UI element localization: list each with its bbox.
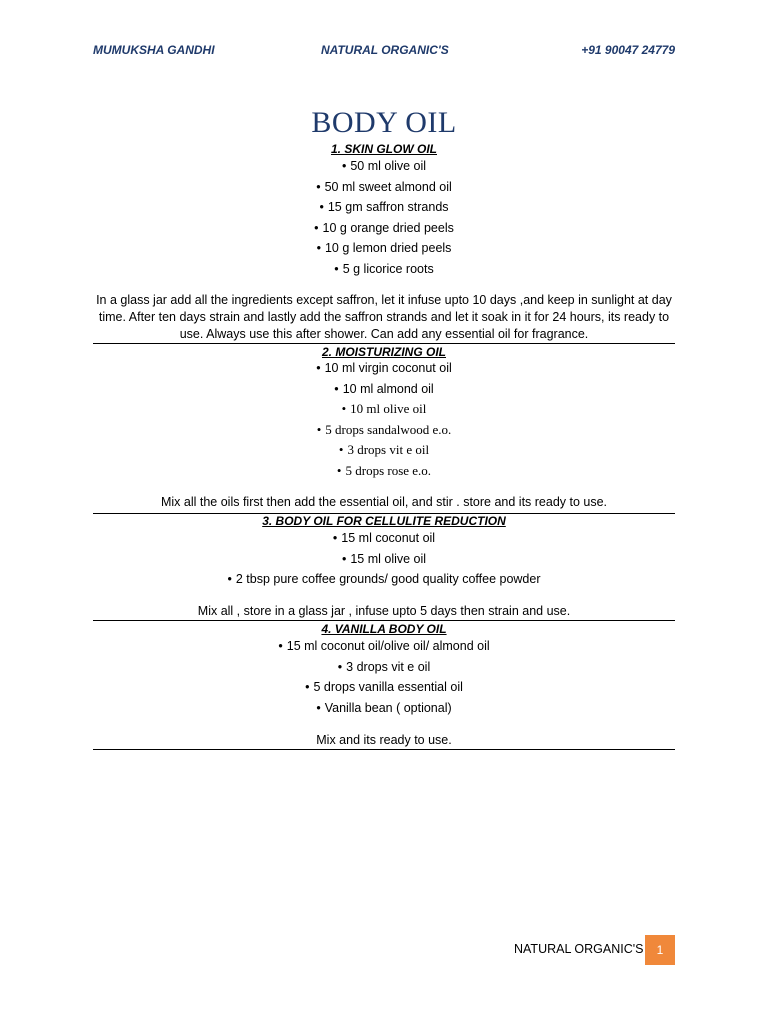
list-item: • 5 drops rose e.o. [336,462,432,478]
list-item: • 15 ml coconut oil/olive oil/ almond oil [278,639,490,653]
list-item: • 5 drops vanilla essential oil [305,680,463,694]
header-phone: +91 90047 24779 [581,43,675,57]
divider [93,620,675,621]
list-item: • 5 drops sandalwood e.o. [316,421,452,437]
ingredient-list [0,528,768,590]
ingredient-list [0,358,768,481]
list-item: • 10 g lemon dried peels [316,241,452,255]
list-item: • 2 tbsp pure coffee grounds/ good quality coffee powder [227,572,541,586]
recipe-instructions: Mix all the oils first then add the essential oil, and stir . store and its ready to use. [160,495,608,509]
list-item: • Vanilla bean ( optional) [316,700,452,715]
recipe-title: 3. BODY OIL FOR CELLULITE REDUCTION [262,514,506,528]
recipe-instructions: In a glass jar add all the ingredients except saffron, let it infuse upto 10 days ,and keep in sunlight at day time. After ten days strain and lastly add the saffron strands and let it soak in it for 24 hours, its ready to use. Always use this after shower. Can add any essential oil for fragrance. [96,293,672,341]
list-item: • 3 drops vit e oil [338,442,430,457]
footer-brand: NATURAL ORGANIC'S [514,942,644,956]
ingredient-list [0,156,768,279]
divider [93,749,675,750]
list-item: • 5 g licorice roots [334,261,434,276]
recipe-title: 2. MOISTURIZING OIL [321,345,446,359]
page-header [93,43,675,59]
list-item: • 15 ml coconut oil [332,531,436,545]
ingredient-list [0,636,768,718]
recipe-title: 1. SKIN GLOW OIL [330,142,437,156]
list-item: • 50 ml sweet almond oil [316,179,452,194]
recipe-instructions: Mix all , store in a glass jar , infuse upto 5 days then strain and use. [197,604,571,618]
list-item: • 50 ml olive oil [341,159,427,173]
recipe-instructions: Mix and its ready to use. [316,733,452,747]
list-item: • 10 ml virgin coconut oil [316,361,452,375]
recipe-title: 4. VANILLA BODY OIL [321,622,447,636]
page-title: BODY OIL [311,106,457,139]
header-author: MUMUKSHA GANDHI [93,43,215,57]
list-item: • 10 ml olive oil [341,401,427,416]
list-item: • 10 g orange dried peels [314,220,454,235]
page-number-badge: 1 [645,935,675,965]
list-item: • 15 gm saffron strands [319,200,449,214]
list-item: • 15 ml olive oil [341,551,427,566]
list-item: • 3 drops vit e oil [337,659,431,674]
divider [93,343,675,344]
header-brand: NATURAL ORGANIC'S [321,43,449,57]
list-item: • 10 ml almond oil [334,381,434,396]
